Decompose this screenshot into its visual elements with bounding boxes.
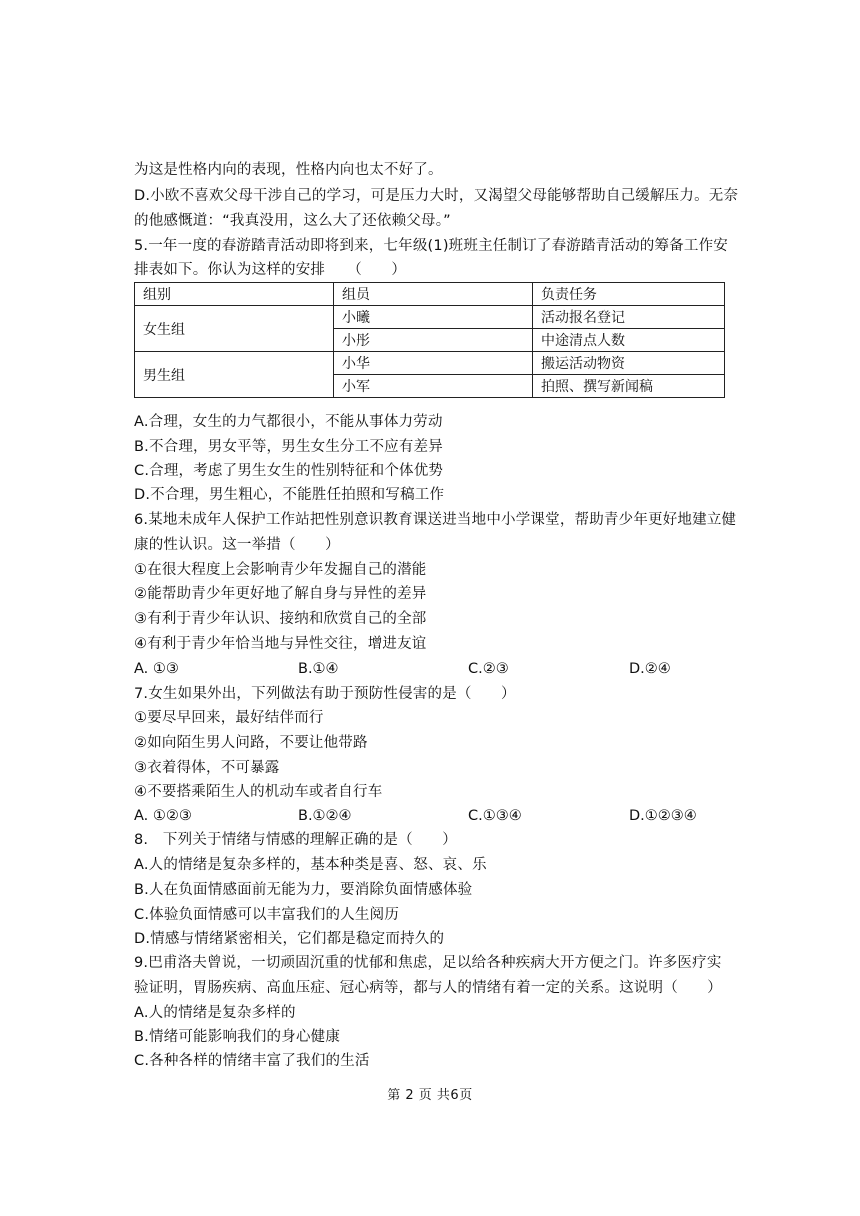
question-8-stem: 8. 下列关于情绪与情感的理解正确的是（ ）: [134, 832, 457, 848]
question-9-stem: 9.巴甫洛夫曾说，一切顽固沉重的忧郁和焦虑，足以给各种疾病大开方便之门。许多医疗实: [134, 955, 722, 971]
choice-d: D.②④: [629, 661, 671, 677]
question-7-stem: 7.女生如果外出，下列做法有助于预防性侵害的是（ ）: [134, 686, 516, 702]
option-line: B.情绪可能影响我们的身心健康: [134, 1029, 341, 1045]
table-header: 组员: [334, 283, 533, 306]
table-cell-member: 小华: [334, 352, 533, 375]
option-line: C.体验负面情感可以丰富我们的人生阅历: [134, 907, 400, 923]
statement-item: ②如向陌生男人问路，不要让他带路: [134, 735, 368, 751]
task-table: [134, 282, 725, 398]
option-line: D.不合理，男生粗心，不能胜任拍照和写稿工作: [134, 487, 445, 503]
question-9-stem: 验证明，胃肠疾病、高血压症、冠心病等，都与人的情绪有着一定的关系。这说明（ ）: [134, 980, 722, 996]
text-line: 的他感慨道：“我真没用，这么大了还依赖父母。”: [134, 213, 451, 229]
table-cell-member: 小彤: [334, 329, 533, 352]
option-line: C.各种各样的情绪丰富了我们的生活: [134, 1053, 370, 1069]
option-line: B.不合理，男女平等，男生女生分工不应有差异: [134, 439, 443, 455]
page-number: 第 2 页 共6页: [387, 1088, 473, 1103]
question-6-stem: 6.某地未成年人保护工作站把性别意识教育课送进当地中小学课堂，帮助青少年更好地建立健: [134, 512, 737, 528]
option-line: A.人的情绪是复杂多样的，基本种类是喜、怒、哀、乐: [134, 857, 487, 873]
choice-c: C.②③: [468, 661, 509, 677]
text-line: 为这是性格内向的表现，性格内向也太不好了。: [134, 162, 443, 178]
table-cell-task: 活动报名登记: [533, 306, 725, 329]
statement-item: ②能帮助青少年更好地了解自身与异性的差异: [134, 586, 427, 602]
option-line: C.合理，考虑了男生女生的性别特征和个体优势: [134, 463, 444, 479]
choice-d: D.①②③④: [629, 808, 697, 824]
table-cell-member: 小曦: [334, 306, 533, 329]
option-line: B.人在负面情感面前无能为力，要消除负面情感体验: [134, 882, 473, 898]
choice-c: C.①③④: [468, 808, 522, 824]
table-header: 负责任务: [533, 283, 725, 306]
choice-b: B.①②④: [298, 808, 352, 824]
table-header: 组别: [135, 283, 334, 306]
statement-item: ④不要搭乘陌生人的机动车或者自行车: [134, 784, 383, 800]
table-cell-group: 男生组: [135, 352, 334, 398]
statement-item: ①在很大程度上会影响青少年发掘自己的潜能: [134, 562, 427, 578]
statement-item: ③衣着得体，不可暴露: [134, 760, 280, 776]
choice-b: B.①④: [298, 661, 339, 677]
question-6-stem: 康的性认识。这一举措（ ）: [134, 537, 340, 553]
option-line: D.情感与情绪紧密相关，它们都是稳定而持久的: [134, 931, 445, 947]
table-row: [135, 352, 725, 375]
question-5-stem: 5.一年一度的春游踏青活动即将到来，七年级(1)班班主任制订了春游踏青活动的筹备工作安: [134, 238, 728, 254]
table-cell-task: 中途清点人数: [533, 329, 725, 352]
table-cell-member: 小军: [334, 375, 533, 398]
table-row: [135, 306, 725, 329]
table-cell-task: 搬运活动物资: [533, 352, 725, 375]
question-5-stem: 排表如下。你认为这样的安排 （ ）: [134, 262, 407, 278]
statement-item: ①要尽早回来，最好结伴而行: [134, 710, 324, 726]
table-cell-task: 拍照、撰写新闻稿: [533, 375, 725, 398]
option-line: A.合理，女生的力气都很小，不能从事体力劳动: [134, 414, 443, 430]
statement-item: ④有利于青少年恰当地与异性交往，增进友谊: [134, 636, 427, 652]
choice-a: A. ①②③: [134, 808, 192, 824]
table-cell-group: 女生组: [135, 306, 334, 352]
option-line: A.人的情绪是复杂多样的: [134, 1005, 296, 1021]
choice-a: A. ①③: [134, 661, 179, 677]
text-line: D.小欧不喜欢父母干涉自己的学习，可是压力大时，又渴望父母能够帮助自己缓解压力。无奈: [134, 188, 739, 204]
statement-item: ③有利于青少年认识、接纳和欣赏自己的全部: [134, 611, 427, 627]
table-header-row: [135, 283, 725, 306]
